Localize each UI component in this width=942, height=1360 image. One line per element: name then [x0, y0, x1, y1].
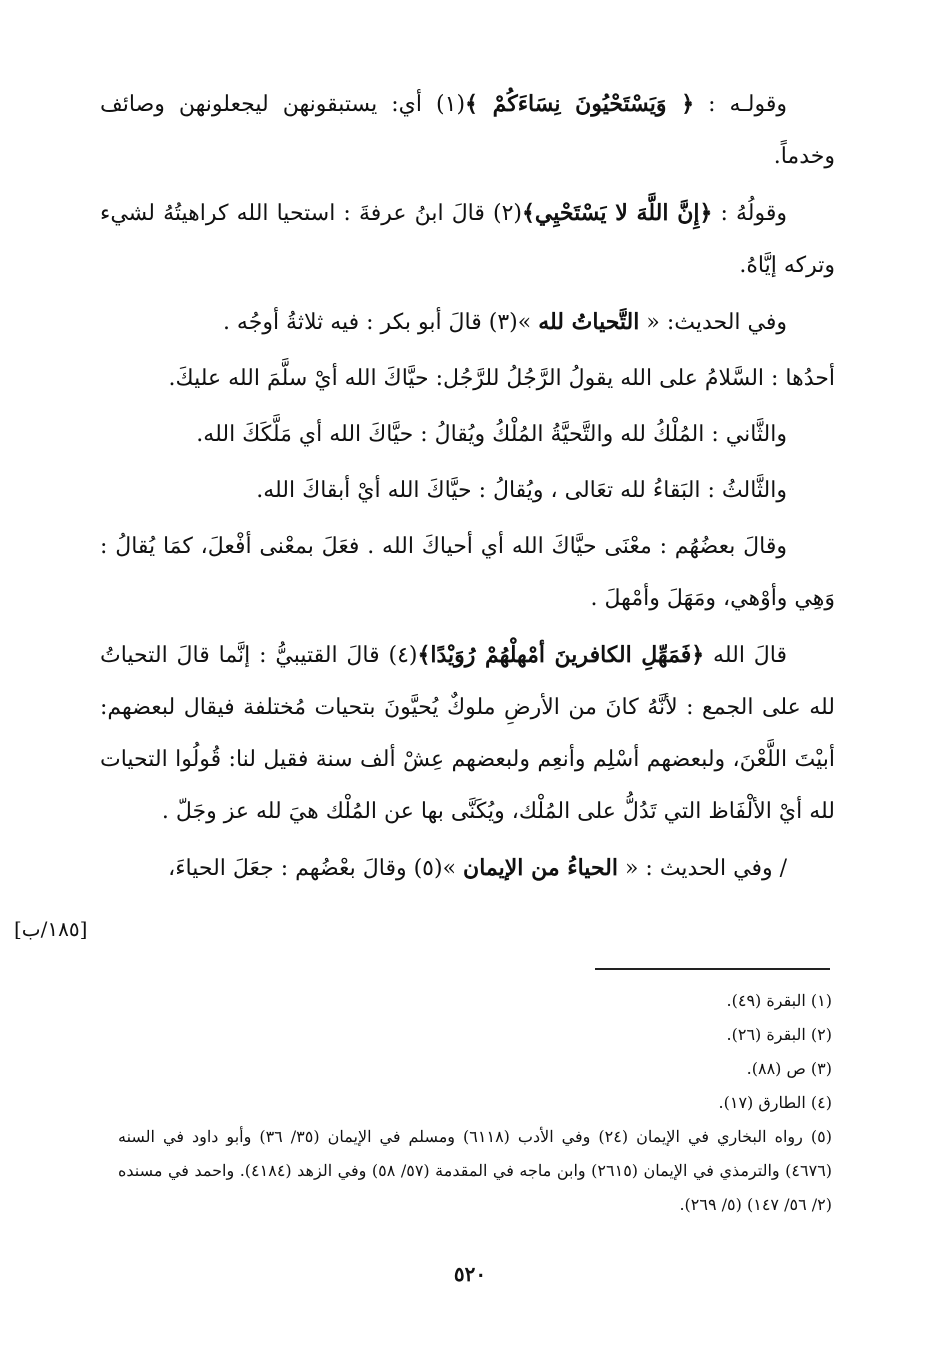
paragraph-4 [100, 353, 835, 405]
paragraph-8 [100, 629, 835, 838]
footnote-separator [595, 968, 830, 970]
paragraph-8-before: قالَ الله [704, 643, 788, 668]
page-number: ٥٢٠ [453, 1262, 487, 1286]
paragraph-2 [100, 187, 835, 292]
paragraph-9 [100, 842, 835, 895]
paragraph-1 [100, 78, 835, 183]
footnote-5: (٥) رواه البخاري في الإيمان (٢٤) وفي الأدب (٦١١٨) ومسلم في الإيمان (٣٥/ ٣٦) وأبو داود في السنه (٤٦٧٦) والترمذي في الإيمان (٢٦١٥) وابن ماجه في المقدمة (٥٧/ ٥٨) وفي الزهد (٤١٨٤). واحمد في مسنده (٢/ ٥٦/ ١٤٧) (٥/ ٢٦٩). [118, 1127, 833, 1214]
main-text [100, 78, 835, 895]
paragraph-3-hadith-quote: التَّحياتُ لله [538, 309, 640, 335]
footnote-1: (١) البقرة (٤٩). [726, 991, 832, 1010]
footnote-4: (٤) الطارق (١٧). [718, 1093, 832, 1112]
paragraph-5-text: والثَّاني : المُلْكُ لله والتَّحيَّةُ المُلْكُ ويُقالُ : حيَّاكَ الله أي مَلَّكَكَ الله. [196, 422, 787, 447]
paragraph-6-text: والثَّالثُ : البَقاءُ لله تعَالى ، ويُقالُ : حيَّاكَ الله أيْ أبقاكَ الله. [256, 478, 787, 503]
paragraph-9-hadith-quote: الحياءُ من الإيمان [463, 855, 618, 881]
paragraph-4-text: أحدُها : السَّلامُ على الله يقولُ الرَّجُلُ للرَّجُل: حيَّاكَ الله أيْ سلَّمَ الله عليكَ. [168, 366, 835, 391]
footnote-3: (٣) ص (٨٨). [746, 1059, 832, 1078]
manuscript-folio-marker: [١٨٥/ب] [14, 917, 88, 941]
paragraph-8-after: (٤) قالَ القتيبيُّ : إنَّما قالَ التحياتُ لله على الجمع : لأنَّهُ كانَ من الأرضِ ملوكٌ يُحيَّونَ بتحيات مُختلفة فيقال لبعضهم: أبيْتَ اللَّعْنَ، ولبعضهم أسْلِم وأنعِم ولبعضهم عِشْ ألف سنة فقيل لنا: قُولُوا التحيات لله أيْ الألْفَاظ التي تَدُلُّ على المُلْك، ويُكَنَّى بها عن المُلْك هيَ لله عز وجَلّ . [100, 643, 835, 824]
paragraph-3-after: »(٣) قالَ أبو بكر : فيه ثلاثةُ أوجُه . [222, 310, 539, 335]
paragraph-3-before: وفي الحديث: « [639, 310, 787, 335]
paragraph-1-before: وقولـه : [694, 92, 787, 117]
paragraph-2-after: (٢) قالَ ابنُ عرفةَ : استحيا الله كراهيتُهُ لشيء وتركه إيَّاهُ. [100, 201, 835, 278]
paragraph-1-after: (١) أي: يستبقونهن ليجعلونهن وصائف وخدماً. [100, 92, 835, 169]
paragraph-1-quran-quote: ﴿ وَيَسْتَحْيُونَ نِسَاءَكُمْ ﴾ [465, 91, 695, 117]
paragraph-2-before: وقولُهُ : [712, 201, 787, 226]
paragraph-9-after: »(٥) وقالَ بعْضُهم : جعَلَ الحياءَ، [168, 856, 464, 881]
paragraph-5 [100, 409, 835, 461]
paragraph-8-quran-quote: ﴿فَمَهِّلِ الكافرينَ أمْهلْهُمْ رُوَيْدًا﴾ [417, 642, 705, 668]
paragraph-7 [100, 521, 835, 625]
footnote-2: (٢) البقرة (٢٦). [726, 1025, 832, 1044]
paragraph-2-quran-quote: ﴿إِنَّ اللَّهَ لا يَسْتَحْيِي﴾ [522, 200, 713, 226]
footnotes [118, 984, 832, 1222]
paragraph-3 [100, 296, 835, 349]
paragraph-7-text: وقالَ بعضُهُم : معْنَى حيَّاكَ الله أي أحياكَ الله . فعَلَ بمعْنى أفْعلَ، كمَا يُقالُ : وَهِي وأوْهي، ومَهَلَ وأمْهلَ . [100, 534, 835, 611]
paragraph-6 [100, 465, 835, 517]
paragraph-9-before: / وفي الحديث : « [617, 856, 787, 881]
